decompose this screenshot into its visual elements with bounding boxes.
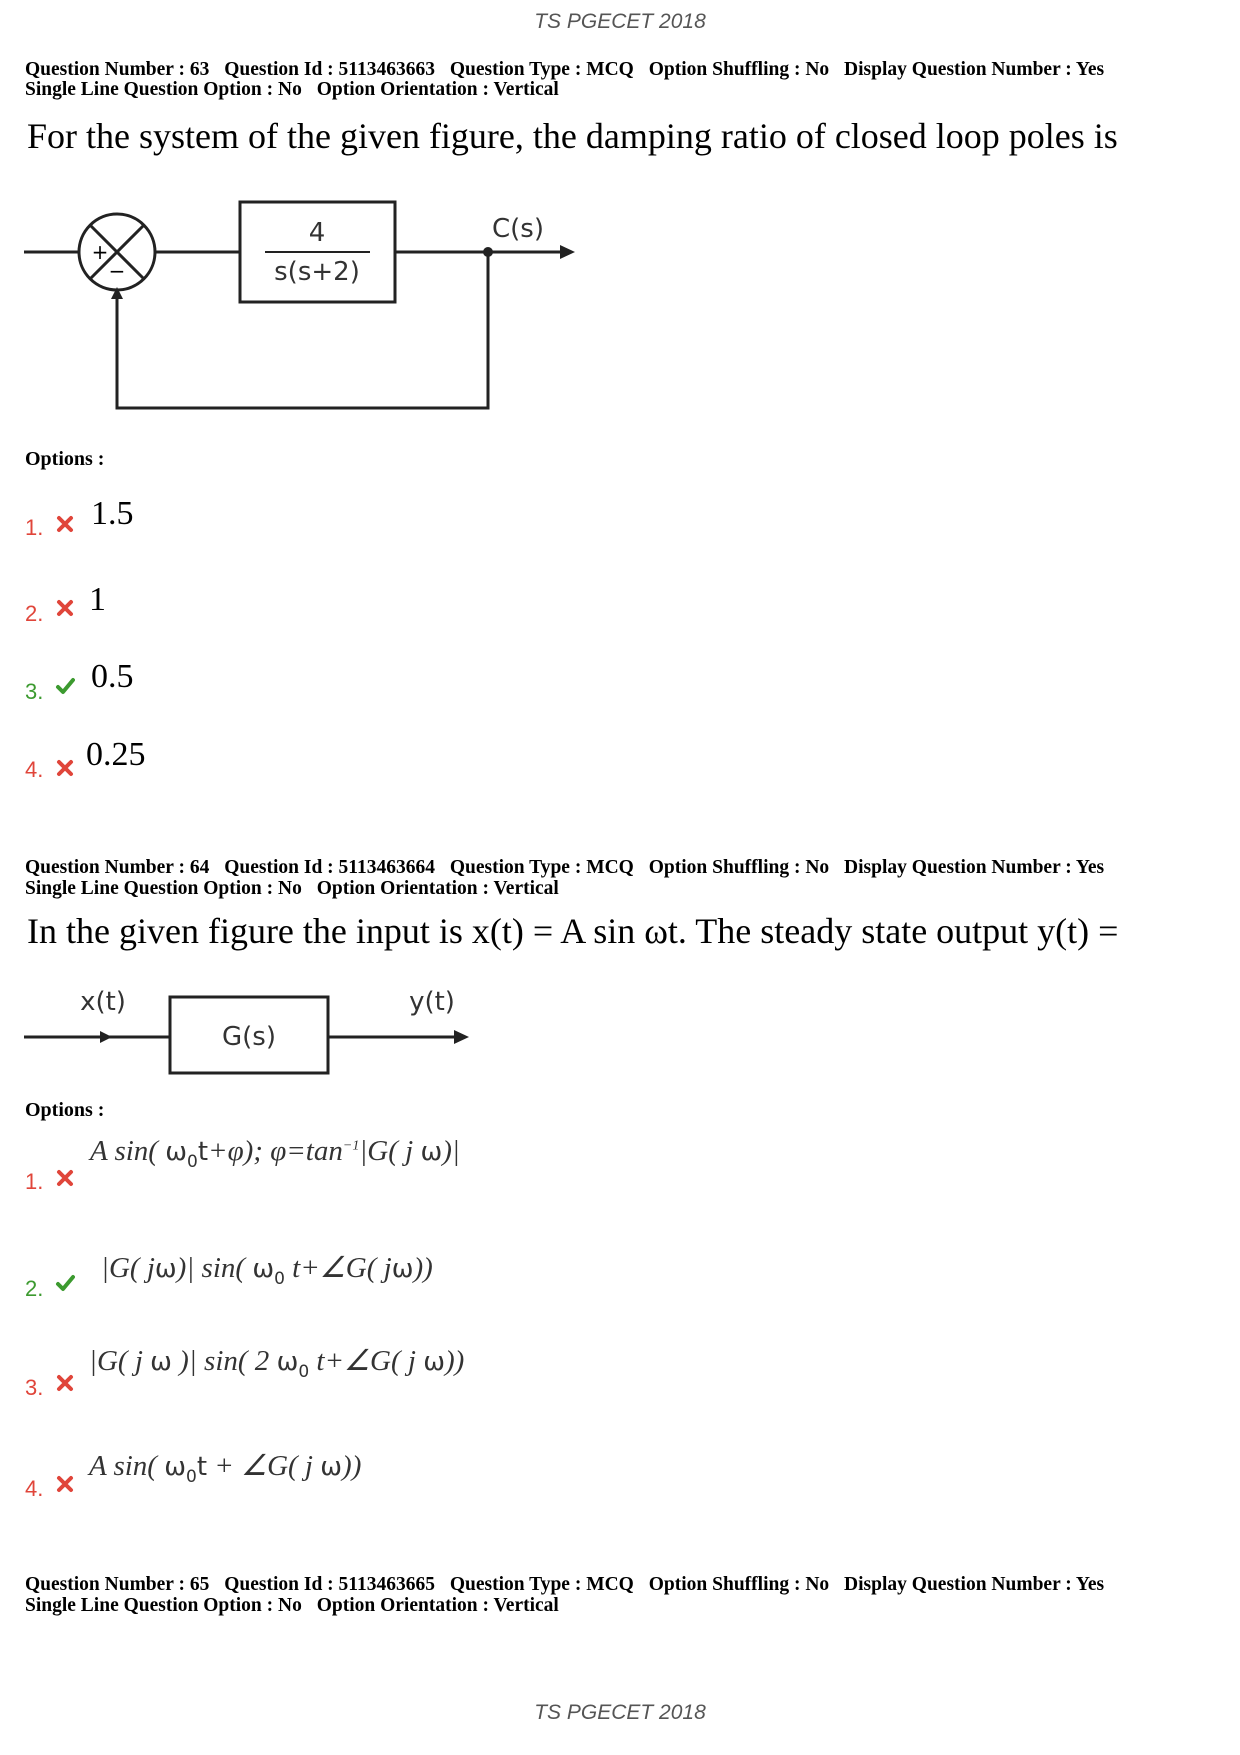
sum-minus-sign: − <box>108 259 126 283</box>
block-label: G(s) <box>222 1022 276 1052</box>
option-value: 0.25 <box>86 736 146 773</box>
option-number: 1. <box>25 1169 44 1194</box>
cross-icon <box>55 598 75 618</box>
meta-orientation: Option Orientation : Vertical <box>316 878 559 899</box>
output-label: y(t) <box>409 987 455 1017</box>
option-number: 3. <box>25 1375 44 1400</box>
option-value: 0.5 <box>91 658 134 695</box>
option-number: 2. <box>25 601 44 626</box>
meta-question-id: Question Id : 5113463663 <box>224 59 435 80</box>
meta-single-line: Single Line Question Option : No <box>25 878 302 899</box>
meta-question-type: Question Type : MCQ <box>449 1574 634 1595</box>
meta-question-number: Question Number : 63 <box>25 59 210 80</box>
meta-question-number: Question Number : 65 <box>25 1574 210 1595</box>
question-63-options-label: Options : <box>25 448 105 470</box>
meta-orientation: Option Orientation : Vertical <box>316 79 559 100</box>
question-64-meta-line-2 <box>25 879 569 899</box>
question-65-meta-line-2 <box>25 1596 569 1616</box>
meta-question-type: Question Type : MCQ <box>449 59 634 80</box>
meta-option-shuffling: Option Shuffling : No <box>648 59 830 80</box>
meta-question-number: Question Number : 64 <box>25 857 210 878</box>
option-value: A sin( $\omega_0t$ + ∠G( j ω)) <box>89 1450 362 1487</box>
check-icon <box>55 676 75 696</box>
meta-single-line: Single Line Question Option : No <box>25 1595 302 1616</box>
cross-icon <box>55 1168 75 1188</box>
sum-plus-sign: + <box>91 240 109 264</box>
page-footer: TS PGECET 2018 <box>534 1701 706 1724</box>
question-63-meta-line-2 <box>25 80 569 100</box>
option-number: 4. <box>25 1476 44 1501</box>
meta-option-shuffling: Option Shuffling : No <box>648 857 830 878</box>
page-header: TS PGECET 2018 <box>534 10 706 33</box>
cross-icon <box>55 514 75 534</box>
cross-icon <box>55 1373 75 1393</box>
input-label: x(t) <box>80 987 126 1017</box>
meta-orientation: Option Orientation : Vertical <box>316 1595 559 1616</box>
option-value: 1.5 <box>91 495 134 532</box>
option-value: |G( jω)| sin( $\omega_0$ t+∠G( jω)) <box>101 1252 433 1289</box>
output-label: C(s) <box>492 214 544 244</box>
option-number: 3. <box>25 679 44 704</box>
option-value: |G( j ω )| sin( 2 $\omega_0$ t+∠G( j ω)) <box>89 1345 465 1382</box>
output-arrowhead <box>560 245 575 259</box>
meta-question-type: Question Type : MCQ <box>449 857 634 878</box>
meta-display-number: Display Question Number : Yes <box>844 1574 1105 1595</box>
cross-icon <box>55 758 75 778</box>
option-value: A sin( $\omega_0t+\varphi$); $\varphi=\tan^{-1}|G$( j ω)| <box>90 1135 460 1172</box>
question-64-text: In the given figure the input is x(t) = A sin ωt. The steady state output y(t) = <box>27 911 1119 951</box>
option-number: 2. <box>25 1276 44 1301</box>
option-value: 1 <box>89 581 106 618</box>
meta-display-number: Display Question Number : Yes <box>844 59 1105 80</box>
meta-option-shuffling: Option Shuffling : No <box>648 1574 830 1595</box>
meta-display-number: Display Question Number : Yes <box>844 857 1105 878</box>
question-63-meta-line-1 <box>25 60 1114 80</box>
check-icon <box>55 1273 75 1293</box>
question-64-block-diagram <box>20 980 480 1080</box>
question-64-meta-line-1 <box>25 858 1114 878</box>
meta-single-line: Single Line Question Option : No <box>25 79 302 100</box>
output-arrowhead <box>454 1030 469 1044</box>
option-number: 1. <box>25 515 44 540</box>
meta-question-id: Question Id : 5113463664 <box>224 857 435 878</box>
question-63-block-diagram <box>20 195 580 420</box>
block-numerator: 4 <box>308 218 326 248</box>
cross-icon <box>55 1474 75 1494</box>
option-number: 4. <box>25 757 44 782</box>
meta-question-id: Question Id : 5113463665 <box>224 1574 435 1595</box>
input-arrowhead <box>100 1031 112 1043</box>
question-65-meta-line-1 <box>25 1575 1114 1595</box>
question-64-options-label: Options : <box>25 1099 105 1121</box>
summing-junction <box>79 214 155 290</box>
question-63-text: For the system of the given figure, the damping ratio of closed loop poles is <box>27 116 1118 156</box>
block-denominator: s(s+2) <box>274 257 360 287</box>
